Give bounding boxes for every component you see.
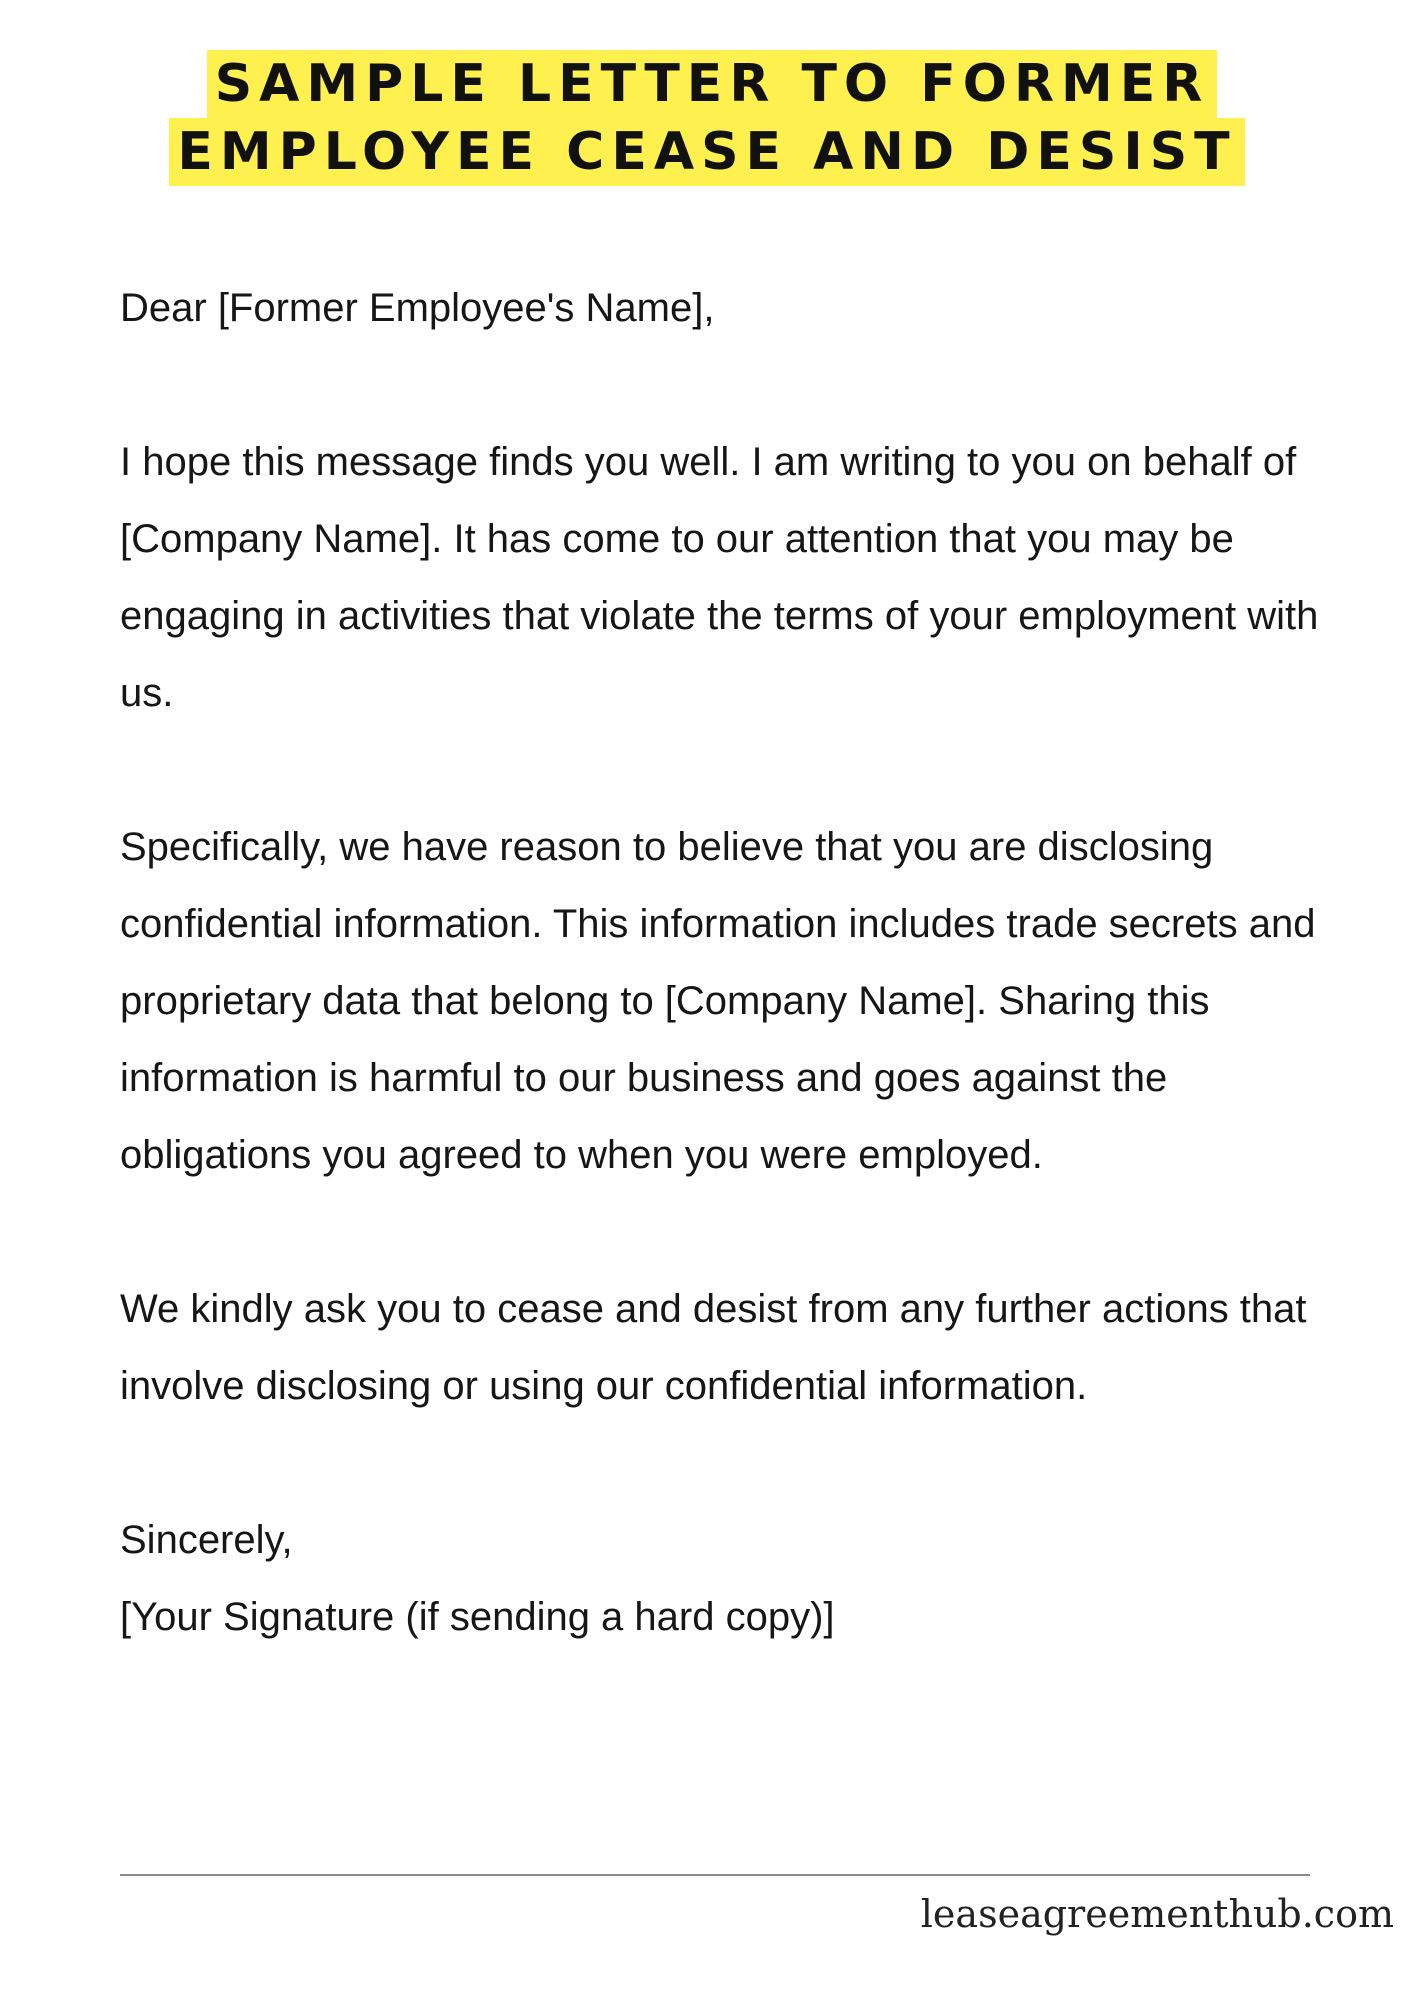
title-line-1: SAMPLE LETTER TO FORMER (207, 50, 1218, 118)
salutation: Dear [Former Employee's Name], (120, 286, 715, 330)
closing: Sincerely, (120, 1518, 293, 1562)
document-title (0, 50, 1414, 186)
paragraph-request: We kindly ask you to cease and desist from any further actions that involve disclosing or using our confidential information. (120, 1287, 1307, 1408)
letter-body (120, 270, 1350, 1656)
paragraph-intro: I hope this message finds you well. I am writing to you on behalf of [Company Name]. It has come to our attention that you may be engaging in activities that violate the terms of your employment with us. (120, 440, 1319, 715)
title-line-2: EMPLOYEE CEASE AND DESIST (169, 118, 1244, 186)
footer-divider (120, 1874, 1310, 1876)
footer-website: leaseagreementhub.com (920, 1892, 1394, 1936)
signature-placeholder: [Your Signature (if sending a hard copy)] (120, 1595, 835, 1639)
paragraph-details: Specifically, we have reason to believe that you are disclosing confidential information. This information includes trade secrets and proprietary data that belong to [Company Name]. Sharing this information is harmful to our business and goes against the obligations you agreed to when you were employed. (120, 825, 1316, 1177)
